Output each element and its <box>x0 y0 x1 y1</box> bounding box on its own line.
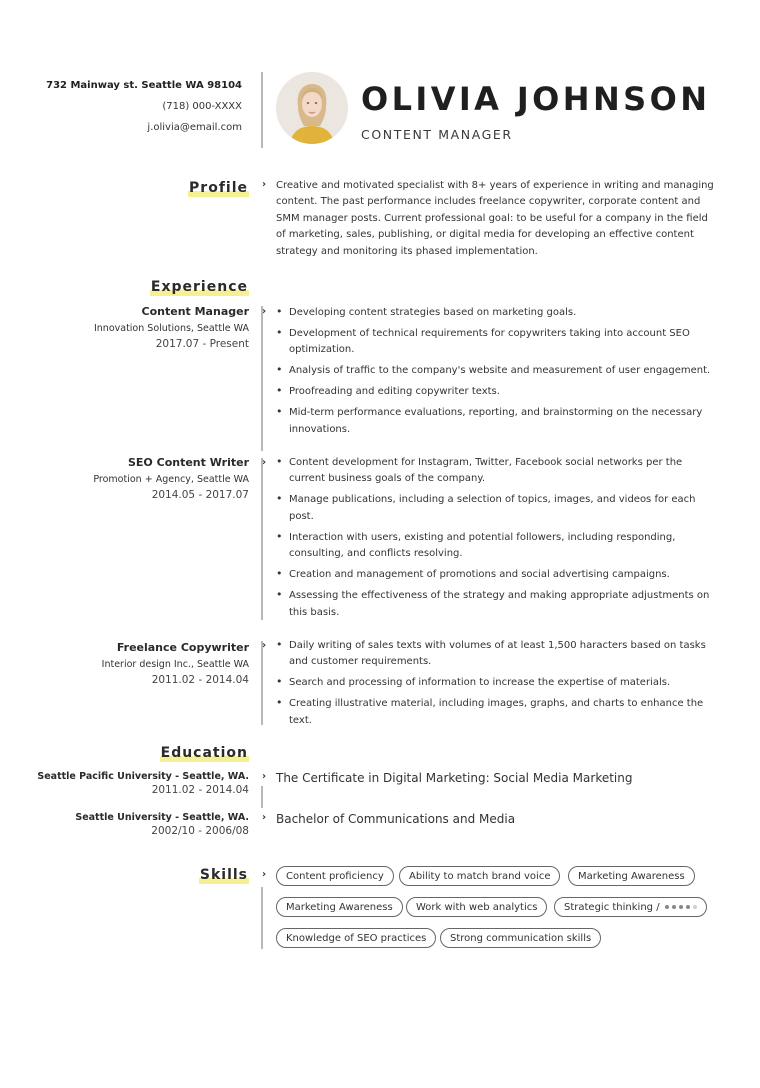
list-item: • Analysis of traffic to the company's website and measurement of user engagement. <box>276 363 716 379</box>
chevron-right-icon: › <box>262 812 267 823</box>
list-item: • Search and processing of information to increase the expertise of materials. <box>276 675 716 691</box>
list-item: • Development of technical requirements for copywriters taking into account SEO optimization. <box>276 326 716 359</box>
divider-skills <box>261 887 263 949</box>
job-dates: 2011.02 - 2014.04 <box>151 674 249 686</box>
skill-tag: Marketing Awareness <box>568 866 695 886</box>
list-item: • Mid-term performance evaluations, reporting, and brainstorming on the necessary innovations. <box>276 405 716 438</box>
divider-job-3 <box>261 641 263 725</box>
contact-address: 732 Mainway st. Seattle WA 98104 <box>46 80 242 91</box>
level-dot-filled <box>679 905 683 909</box>
education-degree: Bachelor of Communications and Media <box>276 812 516 826</box>
chevron-right-icon: › <box>262 771 267 782</box>
skill-level-dots <box>662 898 697 917</box>
skill-tag-with-level <box>554 897 707 917</box>
list-item: • Content development for Instagram, Twitter, Facebook social networks per the current business goals of the company. <box>276 455 716 488</box>
job-role: Freelance Copywriter <box>116 641 249 654</box>
job-dates: 2017.07 - Present <box>155 338 249 350</box>
education-dates: 2002/10 - 2006/08 <box>151 825 249 837</box>
job-bullets <box>276 455 716 626</box>
skill-tag: Ability to match brand voice <box>399 866 560 886</box>
list-item: • Creation and management of promotions and social advertising campaigns. <box>276 567 716 583</box>
skill-tag: Content proficiency <box>276 866 394 886</box>
section-heading-skills: Skills <box>199 867 248 883</box>
job-company: Promotion + Agency, Seattle WA <box>93 474 249 485</box>
job-role: Content Manager <box>141 305 249 318</box>
divider-job-1 <box>261 306 263 451</box>
divider-edu-1 <box>261 786 263 808</box>
level-dot-filled <box>686 905 690 909</box>
section-heading-education: Education <box>160 745 248 761</box>
job-company: Interior design Inc., Seattle WA <box>101 659 249 670</box>
skill-tag: Work with web analytics <box>406 897 547 917</box>
list-item: • Interaction with users, existing and potential followers, including responding, consulting, and conflicts resolving. <box>276 530 716 563</box>
education-degree: The Certificate in Digital Marketing: Social Media Marketing <box>276 771 633 785</box>
skill-tag: Marketing Awareness <box>276 897 403 917</box>
level-dot-filled <box>665 905 669 909</box>
list-item: • Manage publications, including a selection of topics, images, and videos for each post. <box>276 492 716 525</box>
avatar <box>276 72 348 144</box>
list-item: • Developing content strategies based on marketing goals. <box>276 305 716 321</box>
job-bullets <box>276 638 716 734</box>
job-dates: 2014.05 - 2017.07 <box>151 489 249 501</box>
job-bullets <box>276 305 716 443</box>
level-dot-empty <box>693 905 697 909</box>
section-heading-profile: Profile <box>189 180 248 196</box>
skill-tag: Knowledge of SEO practices <box>276 928 436 948</box>
job-company: Innovation Solutions, Seattle WA <box>93 323 249 334</box>
candidate-name: OLIVIA JOHNSON <box>361 80 711 118</box>
list-item: • Daily writing of sales texts with volumes of at least 1,500 haracters based on tasks and customer requirements. <box>276 638 716 671</box>
level-dot-filled <box>672 905 676 909</box>
education-dates: 2011.02 - 2014.04 <box>151 784 249 796</box>
contact-phone: (718) 000-XXXX <box>162 101 242 112</box>
divider-header <box>261 72 263 148</box>
divider-job-2 <box>261 458 263 620</box>
list-item: • Proofreading and editing copywriter texts. <box>276 384 716 400</box>
chevron-right-icon: › <box>262 640 267 651</box>
chevron-right-icon: › <box>262 869 267 880</box>
education-school: Seattle University - Seattle, WA. <box>75 812 249 823</box>
profile-text: Creative and motivated specialist with 8+ years of experience in writing and managing content. The past performance includes freelance copywriter, corporate content and SMM manager posts. Current professional goal: to be useful for a company in the field of marketing, sales, publishing, or digital media for developing an effective content strategy and monitoring its phased implementation. <box>276 180 714 257</box>
skill-label: Strategic thinking / <box>564 902 660 913</box>
job-role: SEO Content Writer <box>128 456 249 469</box>
portrait-icon <box>276 72 348 144</box>
section-heading-experience: Experience <box>150 279 248 295</box>
chevron-right-icon: › <box>262 306 267 317</box>
contact-email: j.olivia@email.com <box>147 122 242 133</box>
skill-tag: Strong communication skills <box>440 928 601 948</box>
chevron-right-icon: › <box>262 457 267 468</box>
education-school: Seattle Pacific University - Seattle, WA. <box>37 771 249 782</box>
chevron-right-icon: › <box>262 179 267 190</box>
list-item: • Creating illustrative material, including images, graphs, and charts to enhance the text. <box>276 696 716 729</box>
list-item: • Assessing the effectiveness of the strategy and making appropriate adjustments on this basis. <box>276 588 716 621</box>
candidate-title: CONTENT MANAGER <box>361 127 513 142</box>
